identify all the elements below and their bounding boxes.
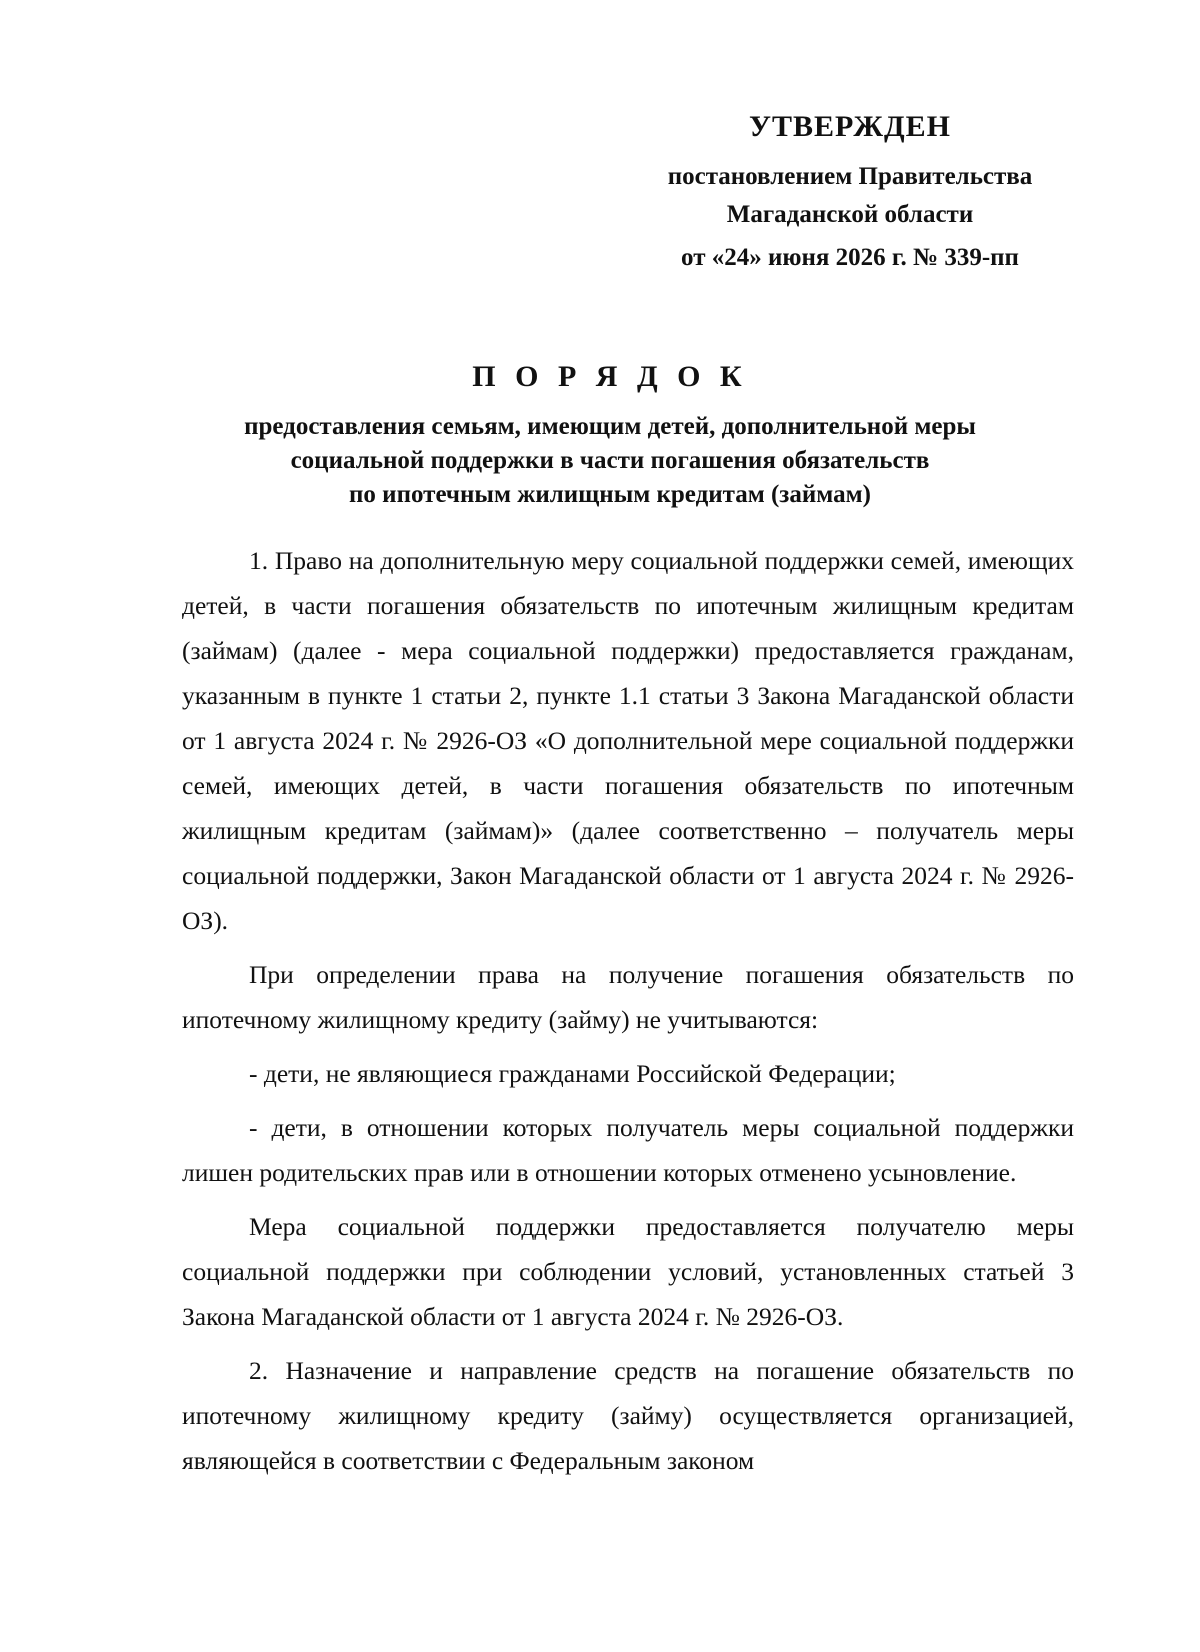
document-subtitle-line-2: социальной поддержки в части погашения обязательств bbox=[290, 447, 930, 474]
paragraph-4: - дети, в отношении которых получатель меры социальной поддержки лишен родительских прав или в отношении которых отменено усыновление. bbox=[182, 1113, 1074, 1187]
paragraph-2: При определении права на получение погашения обязательств по ипотечному жилищному кредиту (займу) не учитываются: bbox=[182, 960, 1074, 1034]
document-subtitle-line-3: по ипотечным жилищным кредитам (займам) bbox=[349, 481, 871, 508]
approval-line-2: Магаданской области bbox=[726, 201, 974, 228]
document-body bbox=[182, 538, 1074, 1483]
document-title: П О Р Я Д О К bbox=[472, 360, 748, 393]
document-title-block bbox=[150, 360, 1070, 512]
document-subtitle-line-1: предоставления семьям, имеющим детей, дополнительной меры bbox=[244, 413, 976, 440]
approval-stamp-block bbox=[600, 110, 1100, 272]
paragraph-3: - дети, не являющиеся гражданами Российской Федерации; bbox=[249, 1059, 896, 1088]
approval-date: от «24» июня 2026 г. № 339-пп bbox=[681, 244, 1019, 271]
paragraph-6: 2. Назначение и направление средств на погашение обязательств по ипотечному жилищному кредиту (займу) осуществляется организацией, являющейся в соответствии с Федеральным законом bbox=[182, 1356, 1074, 1475]
paragraph-1: 1. Право на дополнительную меру социальной поддержки семей, имеющих детей, в части погашения обязательств по ипотечным жилищным кредитам (займам) (далее - мера социальной поддержки) предоставляется гражданам, указанным в пункте 1 статьи 2, пункте 1.1 статьи 3 Закона Магаданской области от 1 августа 2024 г. № 2926-ОЗ «О дополнительной мере социальной поддержки семей, имеющих детей, в части погашения обязательств по ипотечным жилищным кредитам (займам)» (далее соответственно – получатель меры социальной поддержки, Закон Магаданской области от 1 августа 2024 г. № 2926-ОЗ). bbox=[182, 546, 1074, 935]
paragraph-5: Мера социальной поддержки предоставляется получателю меры социальной поддержки при соблюдении условий, установленных статьей 3 Закона Магаданской области от 1 августа 2024 г. № 2926-ОЗ. bbox=[182, 1212, 1074, 1331]
approval-line-1: постановлением Правительства bbox=[667, 163, 1033, 190]
approved-heading: УТВЕРЖДЕН bbox=[749, 110, 951, 143]
